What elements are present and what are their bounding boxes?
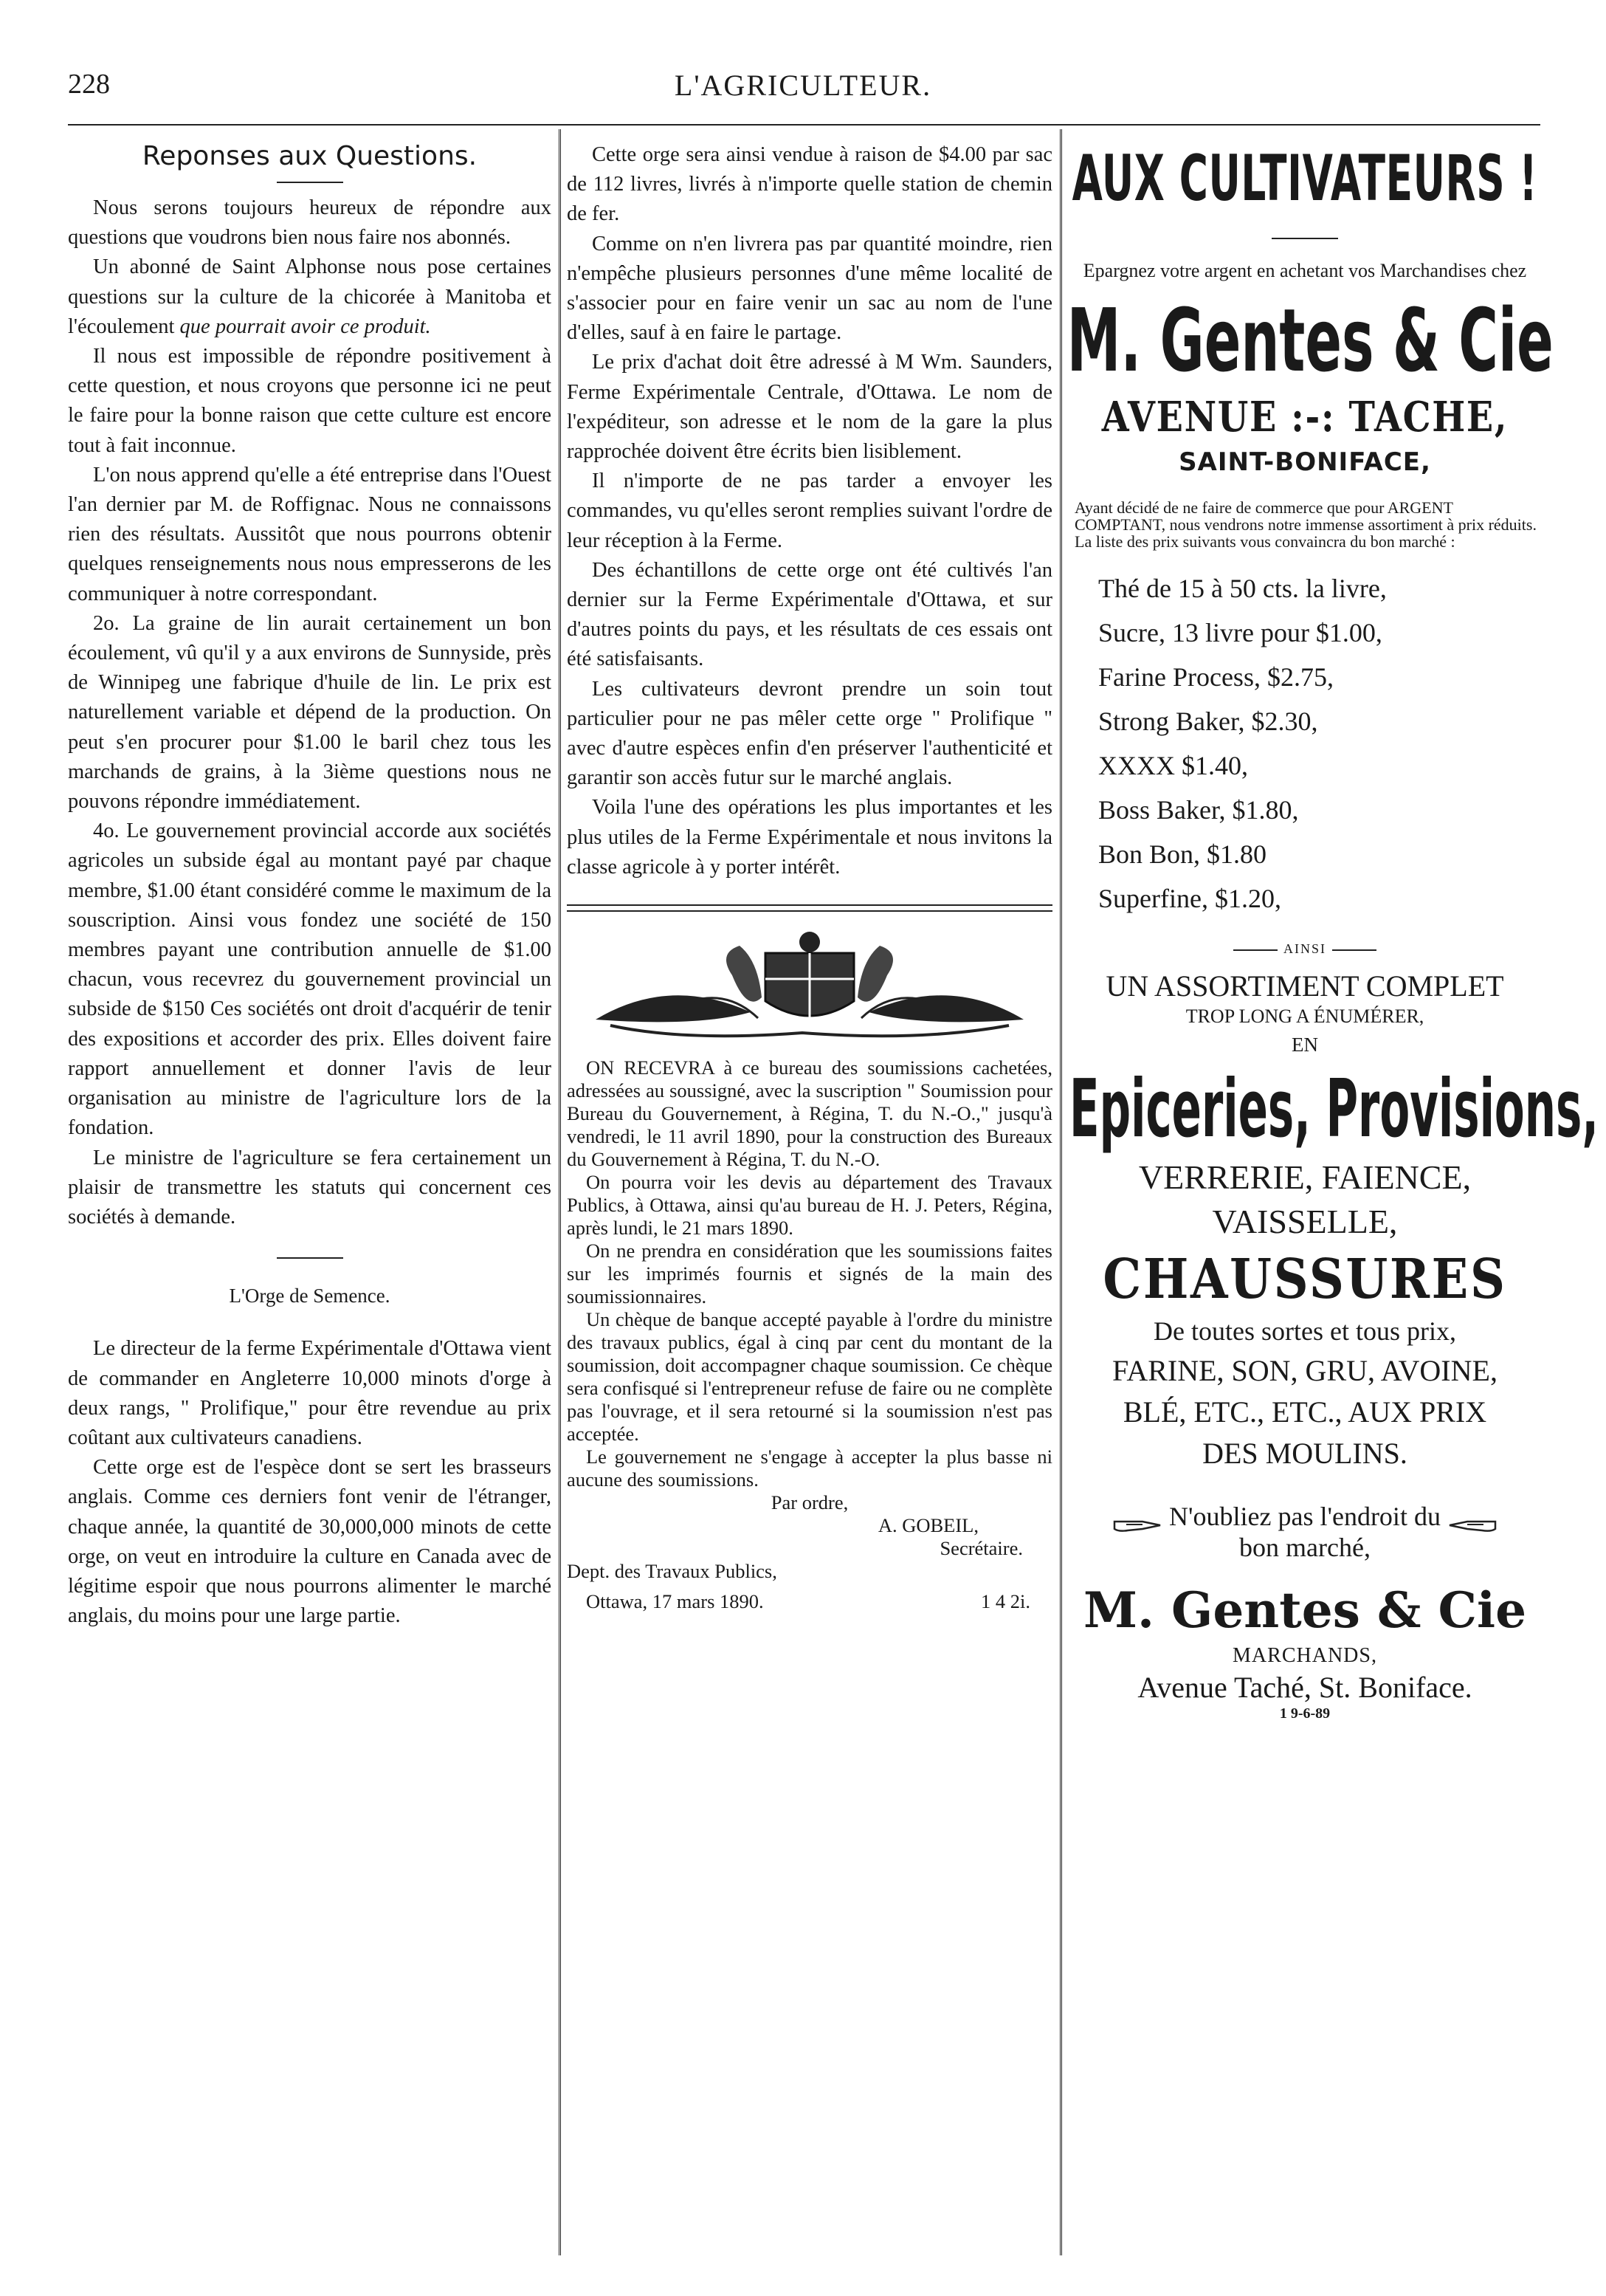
paragraph: Le ministre de l'agriculture se fera certainement un plaisir de transmettre les statuts qui concernent ces sociétés à demande. bbox=[68, 1146, 551, 1228]
paragraph-text: Un abonné de Saint Alphonse nous pose certaines questions sur la culture de la chicorée à Manitoba et l'écoulement bbox=[68, 255, 551, 338]
en-line: EN bbox=[1292, 1034, 1318, 1056]
date-row bbox=[567, 1590, 1052, 1613]
paragraph: Le prix d'achat doit être adressé à M Wm. Saunders, Ferme Expérimentale Centrale, d'Ottawa. Le nom de l'expéditeur, son adresse et le nom de la gare la plus rapprochée doivent être écrits bien lisiblement. bbox=[567, 351, 1052, 464]
merchant-city: SAINT-BONIFACE, bbox=[1179, 447, 1431, 477]
notice-paragraph: On pourra voir les devis au département des Travaux Publics, à Ottawa, ainsi qu'au bureau de H. J. Peters, Régina, après lundi, le 21 mars 1890. bbox=[567, 1171, 1052, 1240]
all-sorts-line: De toutes sortes et tous prix, bbox=[1154, 1316, 1456, 1347]
notice-paragraph: ON RECEVRA à ce bureau des soumissions cachetées, adressées au soussigné, avec la suscription " Soumission pour Bureau du Gouvernement, à Régina, T. du N.-O.," jusqu'à vendredi, le 11 avril 1890, pour la construction des Bureaux du Gouvernement à Régina, T. du N.-O. bbox=[567, 1056, 1052, 1171]
wheat-line: BLÉ, ETC., ETC., AUX PRIX bbox=[1123, 1395, 1487, 1429]
ainsi-divider bbox=[1069, 934, 1541, 963]
barley-heading: L'Orge de Semence. bbox=[229, 1285, 390, 1307]
flour-line: FARINE, SON, GRU, AVOINE, bbox=[1112, 1354, 1498, 1388]
paragraph: Des échantillons de cette orge ont été cultivés l'an dernier sur la Ferme Expérimentale d'Ottawa, et sur d'autres points du pays, et les résultats de ces essais ont été satisfaisants. bbox=[567, 558, 1052, 671]
mills-line: DES MOULINS. bbox=[1202, 1437, 1407, 1471]
tender-notice bbox=[567, 1056, 1052, 1613]
page-number: 228 bbox=[68, 69, 110, 100]
price-item: Farine Process, $2.75, bbox=[1098, 662, 1334, 692]
section-rule bbox=[277, 1257, 343, 1259]
merchant-name: M. Gentes & Cie bbox=[1066, 289, 1554, 391]
paragraph: Comme on n'en livrera pas par quantité moindre, rien n'empêche plusieurs personnes d'une même localité de s'associer pour en faire venir un sac au nom de l'une d'elles, sauf à en faire le partage. bbox=[567, 232, 1052, 345]
ad-title: AUX CULTIVATEURS ! bbox=[1072, 142, 1538, 216]
shoes-heading: CHAUSSURES bbox=[1103, 1248, 1507, 1312]
price-item: Strong Baker, $2.30, bbox=[1098, 707, 1318, 737]
reminder-row bbox=[1069, 1501, 1541, 1563]
paragraph: Le directeur de la ferme Expérimentale d'Ottawa vient de commander en Angleterre 10,000 minots d'orge à deux rangs, " Prolifique," pour être revendue au prix coûtant aux cultivateurs canadiens. bbox=[68, 1337, 551, 1449]
ainsi-label: AINSI bbox=[1283, 941, 1326, 957]
paragraph: Il nous est impossible de répondre positivement à cette question, et nous croyons que personne ici ne peut le faire pour la bonne raison que cette culture est encore tout à fait inconnue. bbox=[68, 345, 551, 457]
paragraph: L'on nous apprend qu'elle a été entreprise dans l'Ouest l'an dernier par M. de Roffignac. Nous ne connaissons rien des résultats. Aussitôt que nous pourrons obtenir quelques renseignements nous nous empresserons de les communiquer à notre correspondant. bbox=[68, 463, 551, 605]
ad-tagline: Epargnez votre argent en achetant vos Marchandises chez bbox=[1083, 260, 1527, 281]
paragraph: 4o. Le gouvernement provincial accorde aux sociétés agricoles un subside égal au montant payé par chaque membre, $1.00 étant considéré comme le maximum de la souscription. Ainsi vous fondez une société de 150 membres payant une contribution annuelle de $1.00 chacun, vous recevrez du gouvernement provincial un subside de $150 Ces sociétés ont droit d'acquérir de tenir des expositions et accorder des prix. Elles doivent faire rapport annuellement et donner l'avis de leur organisation au ministre de l'agriculture lors de la fondation. bbox=[68, 819, 551, 1140]
column-answers bbox=[68, 140, 551, 1631]
merchant-address: Avenue Taché, St. Boniface. bbox=[1137, 1671, 1472, 1705]
answers-heading: Reponses aux Questions. bbox=[142, 141, 478, 171]
paragraph: Cette orge sera ainsi vendue à raison de $4.00 par sac de 112 livres, livrés à n'importe quelle station de chemin de fer. bbox=[567, 143, 1052, 226]
paragraph: Nous serons toujours heureux de répondre aux questions que voudrons bien nous faire nos abonnés. bbox=[68, 196, 551, 250]
paragraph bbox=[68, 252, 551, 342]
merchant-avenue: AVENUE :-: TACHE, bbox=[1101, 393, 1509, 441]
price-list bbox=[1069, 566, 1541, 921]
column-barley-and-notice bbox=[567, 140, 1052, 1613]
assortment-line: UN ASSORTIMENT COMPLET bbox=[1106, 969, 1504, 1003]
groceries-heading: Epiceries, Provisions, bbox=[1069, 1063, 1599, 1156]
notice-paragraph: Un chèque de banque accepté payable à l'ordre du ministre des travaux publics, égal à cinq par cent du montant de la soumission, doit accompagner chaque soumission. Ce chèque sera confisqué si l'entrepreneur refuse de faire ou ne complète pas l'ouvrage, et il sera retourné si la soumission n'est pas acceptée. bbox=[567, 1308, 1052, 1446]
paragraph: Voila l'une des opérations les plus importantes et les plus utiles de la Ferme Expérimentale et nous invitons la classe agricole à y porter intérêt. bbox=[567, 796, 1052, 879]
price-item: Sucre, 13 livre pour $1.00, bbox=[1098, 618, 1382, 648]
heading-rule bbox=[277, 182, 343, 183]
italic-text: que pourrait avoir ce produit. bbox=[179, 315, 431, 338]
too-long-line: TROP LONG A ÉNUMÉRER, bbox=[1185, 1006, 1424, 1028]
ad-intro-2: La liste des prix suivants vous convaincra du bon marché : bbox=[1075, 532, 1455, 551]
department-line: Dept. des Travaux Publics, bbox=[567, 1560, 777, 1583]
signer-name: A. GOBEIL, bbox=[878, 1514, 979, 1537]
paragraph: Cette orge est de l'espèce dont se sert les brasseurs anglais. Comme ces derniers font venir de l'étranger, chaque année, la quantité de 30,000,000 minots de cette orge, on veut en introduire la culture en Canada avec de légitime espoir que nous pourrons alimenter le marché anglais, du moins pour une large partie. bbox=[68, 1456, 551, 1628]
notice-paragraph: Le gouvernement ne s'engage à accepter la plus basse ni aucune des soumissions. bbox=[567, 1446, 1052, 1491]
price-item: XXXX $1.40, bbox=[1098, 751, 1248, 781]
dishes-line: VAISSELLE, bbox=[1212, 1203, 1398, 1241]
price-item: Boss Baker, $1.80, bbox=[1098, 795, 1299, 825]
column-divider-1 bbox=[559, 129, 561, 2255]
column-divider-2 bbox=[1060, 129, 1062, 2255]
signer-title: Secrétaire. bbox=[940, 1537, 1023, 1560]
merchant-name-footer: M. Gentes & Cie bbox=[1083, 1581, 1527, 1640]
publication-title: L'AGRICULTEUR. bbox=[674, 69, 932, 102]
page-header bbox=[0, 0, 1606, 111]
header-rule bbox=[68, 124, 1540, 126]
notice-paragraph: On ne prendra en considération que les soumissions faites sur les imprimés fournis et signés de la main des soumissionnaires. bbox=[567, 1240, 1052, 1308]
ad-intro: Ayant décidé de ne faire de commerce que pour ARGENT COMPTANT, nous vendrons notre immense assortiment à prix réduits. bbox=[1075, 498, 1537, 535]
price-item: Thé de 15 à 50 cts. la livre, bbox=[1098, 574, 1387, 604]
ad-code: 1 9-6-89 bbox=[1279, 1705, 1331, 1722]
merchants-label: MARCHANDS, bbox=[1233, 1644, 1377, 1668]
price-item: Bon Bon, $1.80 bbox=[1098, 839, 1267, 870]
glassware-line: VERRERIE, FAIENCE, bbox=[1138, 1158, 1472, 1197]
price-item: Superfine, $1.20, bbox=[1098, 884, 1281, 914]
notice-code: 1 4 2i. bbox=[981, 1590, 1030, 1613]
royal-coat-of-arms-icon bbox=[581, 931, 1038, 1042]
paragraph: Les cultivateurs devront prendre un soin tout particulier pour ne pas mêler cette orge " Prolifique " avec d'autre espèces enfin d'en préserver l'authenticité et garantir son accès futur sur le marché anglais. bbox=[567, 677, 1052, 790]
ad-rule bbox=[1272, 238, 1338, 239]
reminder-line-1: N'oubliez pas l'endroit du bbox=[1169, 1502, 1441, 1532]
pointing-hand-right-icon bbox=[1113, 1514, 1165, 1536]
order-line: Par ordre, bbox=[771, 1491, 849, 1514]
reminder-line-2: bon marché, bbox=[1239, 1533, 1371, 1563]
column-advertisement bbox=[1066, 140, 1599, 1722]
paragraph: Il n'importe de ne pas tarder a envoyer les commandes, vu qu'elles seront remplies suivant l'ordre de leur réception à la Ferme. bbox=[567, 470, 1052, 552]
pointing-hand-left-icon bbox=[1445, 1514, 1497, 1536]
paragraph: 2o. La graine de lin aurait certainement un bon écoulement, vû qu'il y a aux environs de Sunnyside, près de Winnipeg une fabrique d'huile de lin. Le prix est naturellement variable et dépend de la production. On peut s'en procurer pour $1.00 le baril chez tous les marchands de grains, à la 3ième questions nous ne pouvons répondre immédiatement. bbox=[68, 611, 551, 814]
reminder-text bbox=[1169, 1501, 1441, 1563]
double-rule bbox=[567, 904, 1052, 912]
notice-date: Ottawa, 17 mars 1890. bbox=[586, 1590, 764, 1613]
